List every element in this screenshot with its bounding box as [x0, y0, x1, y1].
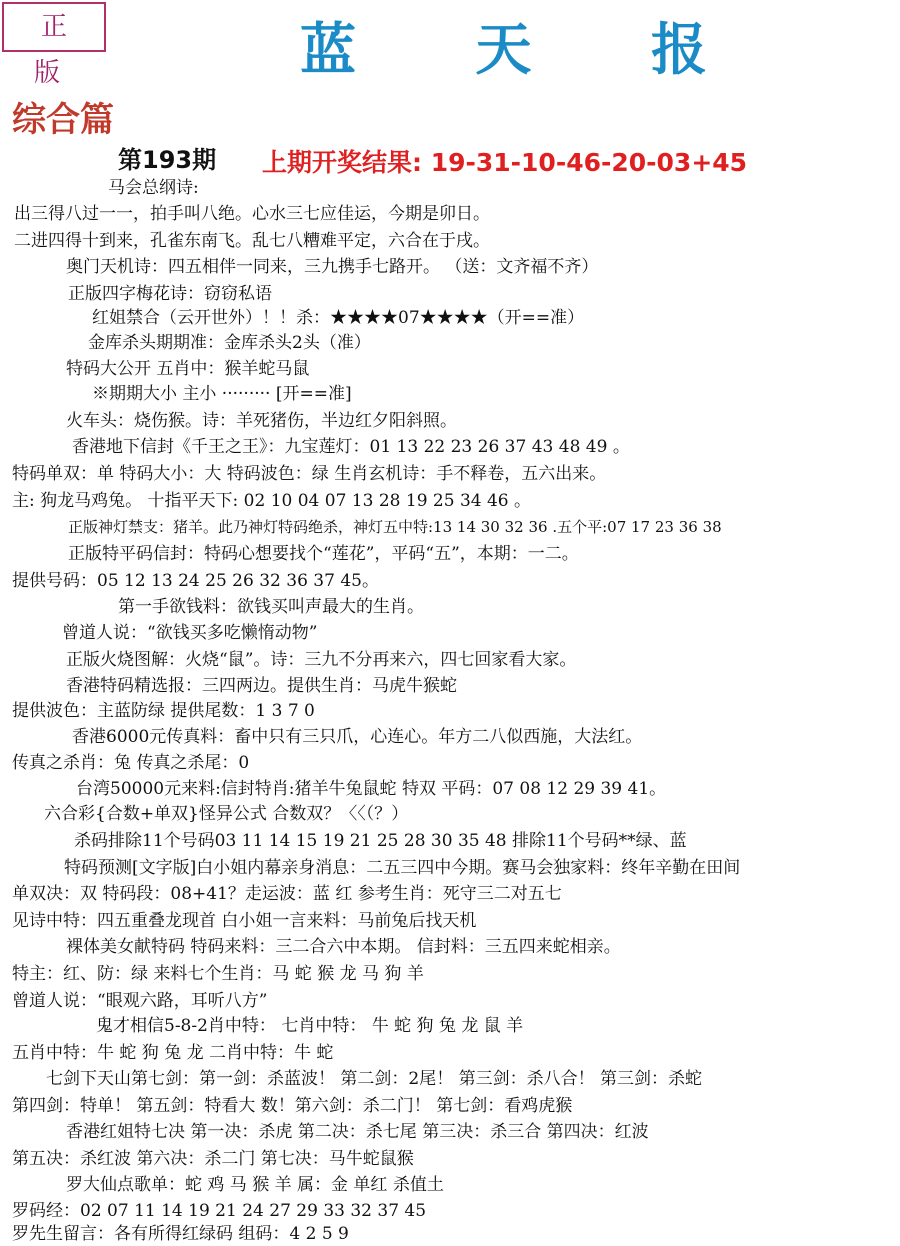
text-line: 见诗中特：四五重叠龙现首 白小姐一言来料：马前兔后找天机	[12, 911, 477, 931]
text-line: 曾道人说：“眼观六路，耳听八方”	[12, 991, 268, 1011]
text-line: 正版四字梅花诗：窃窃私语	[68, 284, 272, 304]
text-line: ※期期大小 主小 ········· [开==准]	[92, 384, 352, 404]
text-line: 火车头：烧伤猴。诗：羊死猪伤，半边红夕阳斜照。	[66, 411, 457, 431]
text-line: 罗先生留言：各有所得红绿码 组码：4 2 5 9	[12, 1224, 349, 1244]
text-line: 杀码排除11个号码03 11 14 15 19 21 25 28 30 35 48 排除11个号码**绿、蓝	[74, 831, 687, 851]
text-line: 马会总纲诗:	[108, 178, 199, 198]
newspaper-title: 蓝 天 报	[300, 17, 757, 83]
genuine-edition-badge: 正 版	[2, 2, 106, 52]
text-line: 六合彩{合数+单双}怪异公式 合数双？〈〈（？）	[44, 804, 409, 824]
text-line: 特码预测[文字版]白小姐内幕亲身消息：二五三四中今期。赛马会独家料：终年辛勤在田间	[64, 858, 741, 878]
text-line: 红姐禁合（云开世外）！！杀：★★★★07★★★★（开==准）	[92, 308, 585, 328]
text-line: 奥门天机诗：四五相伴一同来，三九携手七路开。 （送：文齐福不齐）	[66, 257, 599, 277]
section-heading: 综合篇	[12, 100, 114, 140]
text-line: 正版特平码信封：特码心想要找个“莲花”，平码“五”，本期：一二。	[68, 544, 579, 564]
text-line: 提供波色：主蓝防绿 提供尾数：1 3 7 0	[12, 701, 315, 721]
text-line: 出三得八过一一，拍手叫八绝。心水三七应佳运，今期是卯日。	[14, 204, 490, 224]
text-line: 鬼才相信5-8-2肖中特： 七肖中特： 牛 蛇 狗 兔 龙 鼠 羊	[96, 1016, 524, 1036]
text-line: 裸体美女献特码 特码来料：三二合六中本期。 信封料：三五四来蛇相亲。	[66, 937, 621, 957]
text-line: 特主：红、防：绿 来料七个生肖：马 蛇 猴 龙 马 狗 羊	[12, 964, 424, 984]
text-line: 金库杀头期期准：金库杀头2头（准）	[88, 333, 371, 353]
text-line: 主: 狗龙马鸡兔。 十指平天下: 02 10 04 07 13 28 19 25 34 46 。	[12, 491, 532, 511]
text-line: 罗大仙点歌单：蛇 鸡 马 猴 羊 属：金 单红 杀值土	[66, 1175, 444, 1195]
text-line: 五肖中特：牛 蛇 狗 兔 龙 二肖中特：牛 蛇	[12, 1043, 334, 1063]
previous-draw-result: 上期开奖结果: 19-31-10-46-20-03+45	[262, 148, 748, 177]
text-line: 曾道人说：“欲钱买多吃懒惰动物”	[62, 623, 318, 643]
text-line: 正版火烧图解：火烧“鼠”。诗：三九不分再来六，四七回家看大家。	[66, 650, 577, 670]
text-line: 香港地下信封《千王之王》：九宝莲灯：01 13 22 23 26 37 43 48 49 。	[72, 437, 630, 457]
text-line: 台湾50000元来料:信封特肖:猪羊牛兔鼠蛇 特双 平码：07 08 12 29 39 41。	[76, 779, 667, 799]
text-line: 正版神灯禁支：猪羊。此乃神灯特码绝杀，神灯五中特:13 14 30 32 36 .五个平:07 17 23 36 38	[68, 518, 722, 536]
text-line: 香港6000元传真料：畜中只有三只爪，心连心。年方二八似西施，大法红。	[72, 727, 643, 747]
issue-number: 第193期	[118, 146, 217, 174]
text-line: 香港红姐特七决 第一决：杀虎 第二决：杀七尾 第三决：杀三合 第四决：红波	[66, 1122, 649, 1142]
text-line: 第五决：杀红波 第六决：杀二门 第七决：马牛蛇鼠猴	[12, 1149, 414, 1169]
text-line: 七剑下天山第七剑：第一剑：杀蓝波！ 第二剑：2尾！ 第三剑：杀八合！ 第三剑：杀蛇	[46, 1069, 703, 1089]
text-line: 二进四得十到来，孔雀东南飞。乱七八糟难平定，六合在于戌。	[14, 231, 490, 251]
text-line: 香港特码精选报：三四两边。提供生肖：马虎牛猴蛇	[66, 676, 457, 696]
text-line: 第四剑：特单！ 第五剑：特看大 数！第六剑：杀二门！ 第七剑：看鸡虎猴	[12, 1096, 573, 1116]
text-line: 第一手欲钱料：欲钱买叫声最大的生肖。	[118, 597, 424, 617]
text-line: 单双决：双 特码段：08+41？走运波：蓝 红 参考生肖：死守三二对五七	[12, 884, 562, 904]
text-line: 特码单双：单 特码大小：大 特码波色：绿 生肖玄机诗：手不释卷，五六出来。	[12, 464, 607, 484]
text-line: 提供号码：05 12 13 24 25 26 32 36 37 45。	[12, 571, 379, 591]
text-line: 特码大公开 五肖中：猴羊蛇马鼠	[66, 359, 310, 379]
text-line: 传真之杀肖：兔 传真之杀尾：0	[12, 753, 250, 773]
text-line: 罗码经：02 07 11 14 19 21 24 27 29 33 32 37 45	[12, 1201, 427, 1221]
